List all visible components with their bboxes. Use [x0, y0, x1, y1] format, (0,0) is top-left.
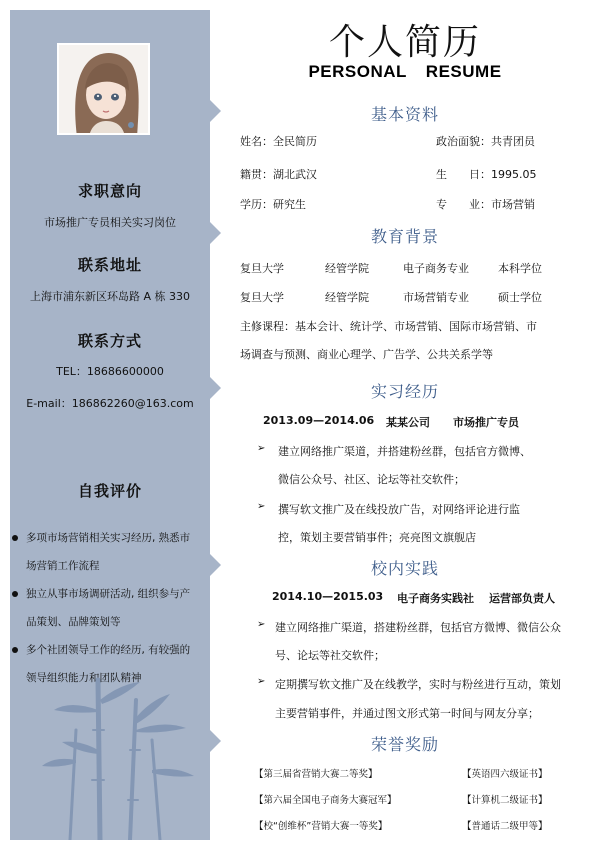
certificate-item: 【普通话二级甲等】	[462, 821, 548, 832]
name-field: 姓名：全民简历	[240, 135, 317, 148]
profile-photo	[57, 43, 150, 135]
intern-item-line: 微信公众号、社区、论坛等社交软件；	[278, 473, 465, 486]
campus-org: 电子商务实践社	[397, 592, 474, 605]
courses-line: 主修课程：基本会计、统计学、市场营销、国际市场营销、市	[240, 320, 537, 333]
edu-major: 市场营销专业	[403, 291, 469, 304]
self-eval-line: 领导组织能力和团队精神	[26, 672, 142, 684]
education-heading: 教育背景	[370, 227, 439, 246]
job-intention-heading: 求职意向	[77, 182, 142, 200]
arrow-bullet-icon: ➢	[257, 443, 266, 454]
arrow-bullet-icon: ➢	[257, 676, 266, 687]
tel-text: TEL：18686600000	[56, 365, 164, 378]
self-eval-list	[10, 524, 210, 692]
campus-item-line: 定期撰写软文推广及在线教学，实时与粉丝进行互动，策划	[275, 678, 561, 691]
birth-field: 生 日：1995.05	[436, 168, 537, 181]
award-item: 【第三届省营销大赛二等奖】	[254, 769, 378, 780]
intern-item-line: 撰写软文推广及在线投放广告，对网络评论进行监	[278, 503, 520, 516]
intern-item-line: 建立网络推广渠道，并搭建粉丝群，包括官方微博、	[278, 445, 531, 458]
campus-heading: 校内实践	[370, 559, 439, 578]
email-text: E-mail：186862260@163.com	[26, 397, 194, 410]
basic-info-heading: 基本资料	[370, 105, 439, 124]
resume-title: 个人简历	[328, 22, 481, 63]
address-heading: 联系地址	[77, 256, 142, 274]
certificate-item: 【英语四六级证书】	[462, 769, 548, 780]
courses-line: 场调查与预测、商业心理学、广告学、公共关系学等	[240, 348, 493, 361]
arrow-bullet-icon: ➢	[257, 619, 266, 630]
campus-item-line: 建立网络推广渠道，搭建粉丝群，包括官方微博、微信公众	[275, 621, 561, 634]
intern-period: 2013.09—2014.06	[263, 414, 375, 427]
intern-item-line: 控，策划主要营销事件；亮亮图文旗舰店	[278, 531, 476, 544]
award-item: 【校“创维杯”营销大赛一等奖】	[254, 821, 388, 832]
intern-company: 某某公司	[386, 416, 430, 429]
edu-degree: 本科学位	[498, 262, 542, 275]
campus-period: 2014.10—2015.03	[272, 590, 384, 603]
job-intention-text: 市场推广专员相关实习岗位	[44, 216, 176, 229]
arrow-bullet-icon: ➢	[257, 501, 266, 512]
address-text: 上海市浦东新区环岛路 A 栋 330	[29, 290, 190, 303]
self-eval-line: 场营销工作流程	[26, 560, 100, 572]
major-field: 专 业：市场营销	[436, 198, 535, 211]
resume-title-en: PERSONAL RESUME	[308, 62, 502, 81]
campus-item-line: 号、论坛等社交软件；	[275, 649, 385, 662]
origin-field: 籍贯：湖北武汉	[240, 168, 317, 181]
self-eval-line: 品策划、品牌策划等	[26, 616, 121, 628]
awards-heading: 荣誉奖励	[370, 735, 439, 754]
self-eval-item	[10, 524, 210, 580]
self-eval-item	[10, 580, 210, 636]
intern-role: 市场推广专员	[453, 416, 519, 429]
edu-college: 经管学院	[325, 262, 369, 275]
campus-item-line: 主要营销事件，并通过图文形式第一时间与网友分享；	[275, 707, 539, 720]
edu-school: 复旦大学	[240, 262, 284, 275]
bamboo-decoration	[40, 670, 200, 840]
certificate-item: 【计算机二级证书】	[462, 795, 548, 806]
sidebar	[10, 10, 210, 840]
award-item: 【第六届全国电子商务大赛冠军】	[254, 795, 397, 806]
self-eval-line: 多项市场营销相关实习经历, 熟悉市	[26, 532, 191, 544]
self-eval-heading: 自我评价	[77, 482, 142, 500]
self-eval-line: 多个社团领导工作的经历, 有较强的	[26, 644, 191, 656]
politics-field: 政治面貌：共青团员	[436, 135, 535, 148]
edu-school: 复旦大学	[240, 291, 284, 304]
avatar-illustration	[59, 45, 150, 135]
education-field: 学历：研究生	[240, 198, 306, 211]
edu-college: 经管学院	[325, 291, 369, 304]
internship-heading: 实习经历	[370, 382, 439, 401]
contact-heading: 联系方式	[77, 332, 142, 350]
edu-degree: 硕士学位	[498, 291, 542, 304]
edu-major: 电子商务专业	[403, 262, 469, 275]
self-eval-line: 独立从事市场调研活动, 组织参与产	[26, 588, 191, 600]
campus-role: 运营部负责人	[489, 592, 555, 605]
